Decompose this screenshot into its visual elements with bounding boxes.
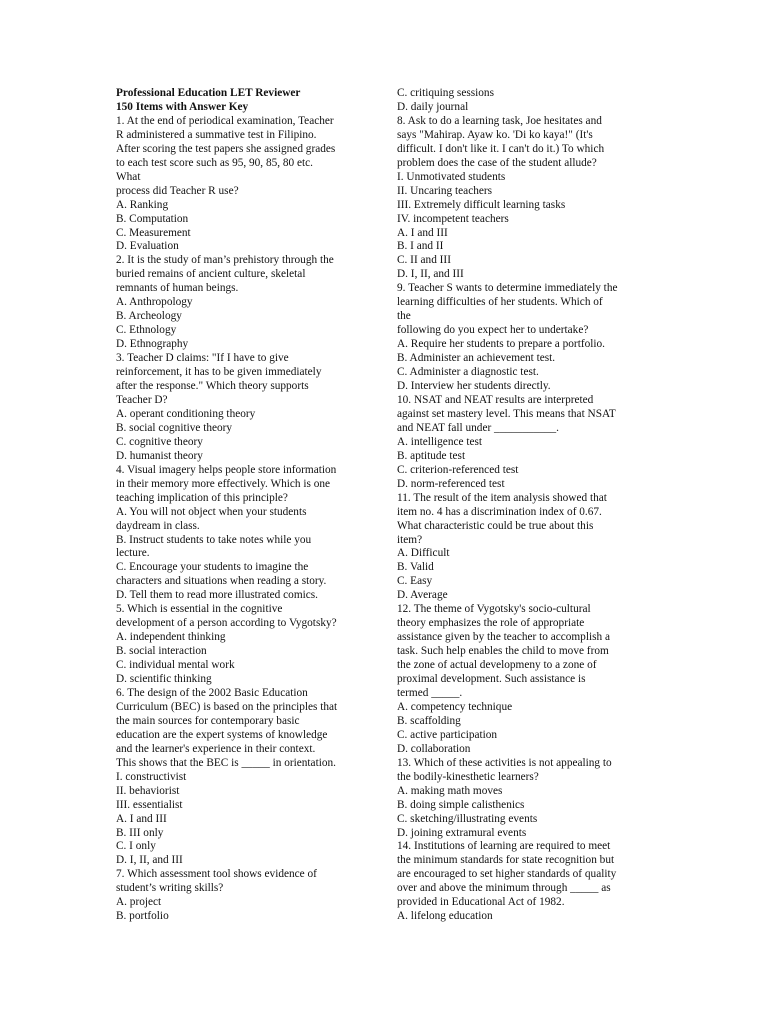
- text-line: 8. Ask to do a learning task, Joe hesitates and: [397, 114, 602, 127]
- text-line: D. scientific thinking: [116, 673, 212, 686]
- text-line: B. I and II: [397, 240, 444, 253]
- text-line: item no. 4 has a discrimination index of 0.67.: [397, 505, 602, 518]
- text-line: D. Average: [397, 589, 448, 602]
- text-line: learning difficulties of her students. Which of: [397, 296, 603, 309]
- text-line: C. active participation: [397, 728, 498, 741]
- text-line: the minimum standards for state recognition but: [397, 854, 615, 867]
- text-line: 4. Visual imagery helps people store information: [116, 463, 337, 476]
- text-line: student’s writing skills?: [116, 882, 224, 895]
- text-line: proximal development. Such assistance is: [397, 673, 586, 686]
- text-line: C. cognitive theory: [116, 435, 203, 448]
- text-line: provided in Educational Act of 1982.: [397, 896, 565, 909]
- text-line: B. Archeology: [116, 310, 182, 323]
- text-line: 13. Which of these activities is not appealing to: [397, 756, 612, 769]
- text-line: C. Measurement: [116, 226, 191, 239]
- text-line: A. I and III: [116, 812, 167, 825]
- text-line: and NEAT fall under ___________.: [397, 421, 560, 434]
- text-line: A. You will not object when your students: [116, 505, 307, 518]
- text-line: Teacher D?: [116, 393, 168, 406]
- text-line: 7. Which assessment tool shows evidence of: [116, 868, 317, 881]
- text-line: B. III only: [116, 826, 164, 839]
- text-line: B. portfolio: [116, 910, 169, 923]
- text-line: A. I and III: [397, 226, 448, 239]
- text-line: B. scaffolding: [397, 714, 461, 727]
- text-line: Curriculum (BEC) is based on the principles that: [116, 700, 338, 713]
- text-line: D. daily journal: [397, 100, 469, 113]
- text-line: A. lifelong education: [397, 910, 493, 923]
- text-line: and the learner's experience in their context.: [116, 742, 316, 755]
- text-line: A. intelligence test: [397, 435, 483, 448]
- text-line: says "Mahirap. Ayaw ko. 'Di ko kaya!" (It's: [397, 128, 593, 141]
- text-line: R administered a summative test in Filipino.: [116, 128, 317, 141]
- text-line: task. Such help enables the child to move from: [397, 645, 609, 658]
- text-line: 10. NSAT and NEAT results are interpreted: [397, 393, 594, 406]
- text-line: 5. Which is essential in the cognitive: [116, 603, 283, 616]
- text-line: C. Easy: [397, 575, 433, 588]
- text-line: B. Administer an achievement test.: [397, 352, 556, 365]
- text-line: B. social interaction: [116, 645, 207, 658]
- text-line: D. norm-referenced test: [397, 477, 505, 490]
- text-line: are encouraged to set higher standards of quality: [397, 868, 617, 881]
- text-line: the: [397, 310, 411, 323]
- text-line: over and above the minimum through _____ as: [397, 882, 611, 895]
- text-line: D. collaboration: [397, 742, 471, 755]
- right-column: [397, 87, 659, 924]
- text-line: What characteristic could be true about this: [397, 519, 594, 532]
- text-line: reinforcement, it has to be given immediately: [116, 366, 322, 379]
- text-line: B. Valid: [397, 561, 434, 574]
- document-title-line: Professional Education LET Reviewer: [116, 87, 301, 99]
- text-line: 1. At the end of periodical examination, Teacher: [116, 114, 334, 127]
- text-line: problem does the case of the student allude?: [397, 156, 597, 169]
- text-line: C. criterion-referenced test: [397, 463, 519, 476]
- text-line: C. sketching/illustrating events: [397, 812, 538, 825]
- text-line: daydream in class.: [116, 519, 200, 532]
- text-line: D. I, II, and III: [397, 268, 464, 281]
- text-line: A. competency technique: [397, 700, 513, 713]
- left-column: [116, 87, 378, 924]
- text-line: difficult. I don't like it. I can't do it.) To which: [397, 142, 605, 155]
- text-line: in their memory more effectively. Which is one: [116, 477, 331, 490]
- text-line: I. constructivist: [116, 770, 187, 783]
- text-line: IV. incompetent teachers: [397, 212, 509, 225]
- text-line: D. joining extramural events: [397, 826, 527, 839]
- text-line: the bodily-kinesthetic learners?: [397, 770, 539, 783]
- text-line: 12. The theme of Vygotsky's socio-cultural: [397, 603, 591, 616]
- text-line: 3. Teacher D claims: "If I have to give: [116, 352, 289, 365]
- text-line: II. behaviorist: [116, 784, 180, 797]
- text-line: C. II and III: [397, 254, 451, 267]
- text-line: 11. The result of the item analysis showed that: [397, 491, 607, 504]
- text-line: A. making math moves: [397, 784, 503, 797]
- text-line: A. Ranking: [116, 198, 169, 211]
- text-line: D. Interview her students directly.: [397, 380, 551, 393]
- text-line: 2. It is the study of man’s prehistory through the: [116, 254, 334, 267]
- text-line: D. humanist theory: [116, 449, 203, 462]
- text-line: against set mastery level. This means that NSAT: [397, 407, 616, 420]
- text-line: A. project: [116, 896, 162, 909]
- text-line: characters and situations when reading a story.: [116, 575, 327, 588]
- text-line: B. Instruct students to take notes while you: [116, 533, 312, 546]
- text-line: III. essentialist: [116, 798, 183, 811]
- text-line: C. Encourage your students to imagine the: [116, 561, 309, 574]
- text-line: B. doing simple calisthenics: [397, 798, 525, 811]
- text-line: following do you expect her to undertake?: [397, 324, 589, 337]
- text-line: 9. Teacher S wants to determine immediately the: [397, 282, 618, 295]
- text-line: to each test score such as 95, 90, 85, 80 etc.: [116, 156, 314, 169]
- text-line: A. Require her students to prepare a portfolio.: [397, 338, 605, 351]
- text-line: item?: [397, 533, 423, 546]
- text-line: What: [116, 170, 141, 183]
- text-line: 6. The design of the 2002 Basic Education: [116, 686, 308, 699]
- text-line: C. individual mental work: [116, 659, 235, 672]
- text-line: D. Evaluation: [116, 240, 179, 253]
- document-title-line: 150 Items with Answer Key: [116, 100, 249, 113]
- text-line: A. Anthropology: [116, 296, 193, 309]
- text-line: III. Extremely difficult learning tasks: [397, 198, 566, 211]
- text-line: termed _____.: [397, 686, 463, 699]
- text-line: C. Ethnology: [116, 324, 177, 337]
- text-line: development of a person according to Vygotsky?: [116, 617, 337, 630]
- text-line: A. operant conditioning theory: [116, 407, 256, 420]
- text-line: This shows that the BEC is _____ in orientation.: [116, 756, 336, 769]
- text-line: teaching implication of this principle?: [116, 491, 288, 504]
- text-line: After scoring the test papers she assigned grades: [116, 142, 336, 155]
- text-line: the main sources for contemporary basic: [116, 714, 300, 727]
- text-line: D. Tell them to read more illustrated comics.: [116, 589, 318, 602]
- text-line: I. Unmotivated students: [397, 170, 506, 183]
- text-line: buried remains of ancient culture, skeletal: [116, 268, 306, 281]
- text-line: D. Ethnography: [116, 338, 189, 351]
- text-line: theory emphasizes the role of appropriate: [397, 617, 585, 630]
- text-line: B. Computation: [116, 212, 189, 225]
- text-line: assistance given by the teacher to accomplish a: [397, 631, 610, 644]
- text-line: lecture.: [116, 547, 150, 560]
- text-line: C. Administer a diagnostic test.: [397, 366, 539, 379]
- text-line: after the response." Which theory supports: [116, 380, 309, 393]
- text-line: education are the expert systems of knowledge: [116, 728, 328, 741]
- text-line: B. social cognitive theory: [116, 421, 233, 434]
- text-line: C. I only: [116, 840, 156, 853]
- text-line: A. independent thinking: [116, 631, 226, 644]
- text-line: the zone of actual developmeny to a zone of: [397, 659, 597, 672]
- text-line: B. aptitude test: [397, 449, 466, 462]
- text-line: A. Difficult: [397, 547, 450, 560]
- text-line: C. critiquing sessions: [397, 87, 494, 99]
- text-line: D. I, II, and III: [116, 854, 183, 867]
- text-line: remnants of human beings.: [116, 282, 239, 295]
- text-line: 14. Institutions of learning are required to meet: [397, 840, 611, 853]
- text-line: process did Teacher R use?: [116, 184, 239, 197]
- text-line: II. Uncaring teachers: [397, 184, 493, 197]
